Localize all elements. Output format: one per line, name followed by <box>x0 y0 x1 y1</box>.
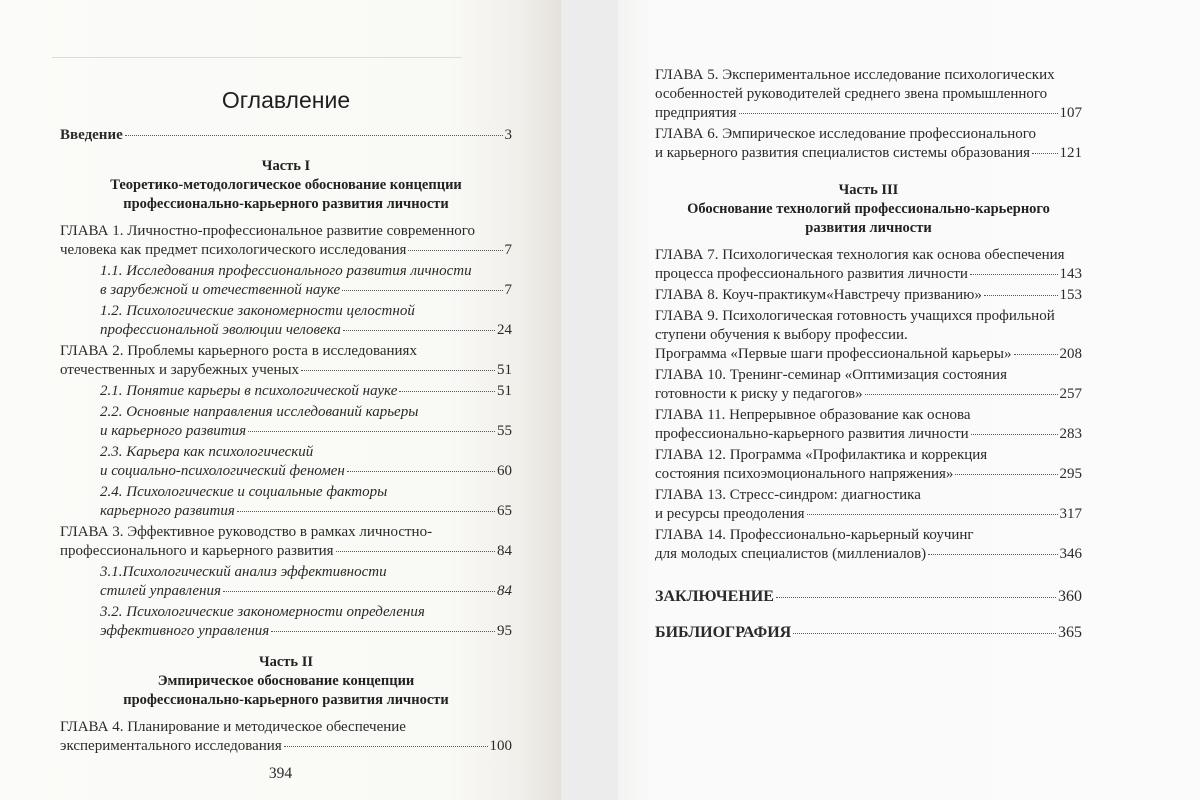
entry-line: предприятия <box>655 105 737 121</box>
page-number: 65 <box>497 503 512 519</box>
toc-entry-chapter-13[interactable] <box>655 486 1082 524</box>
toc-entry-section-2-3[interactable] <box>60 443 512 481</box>
leader-dots <box>399 391 495 392</box>
leader-dots <box>248 431 495 432</box>
entry-line: 2.4. Психологические и социальные факторы <box>100 484 388 500</box>
entry-line: готовности к риску у педагогов» <box>655 386 863 402</box>
toc-entry-chapter-1[interactable] <box>60 222 512 260</box>
toc-entry-chapter-8[interactable] <box>655 286 1082 305</box>
page-number: 7 <box>504 282 512 298</box>
page-number: 257 <box>1059 386 1082 402</box>
page-number: 153 <box>1059 287 1082 303</box>
toc-entry-section-3-1[interactable] <box>60 563 512 601</box>
toc-entry-chapter-5[interactable] <box>655 66 1082 123</box>
entry-line: Программа «Первые шаги профессиональной карьеры» <box>655 346 1012 362</box>
leader-dots <box>342 290 502 291</box>
part-title-line: Эмпирическое обоснование концепции <box>157 673 415 689</box>
toc-entry-chapter-11[interactable] <box>655 406 1082 444</box>
page-number: 295 <box>1059 466 1082 482</box>
leader-dots <box>1014 354 1058 355</box>
part-label: Часть I <box>261 158 311 174</box>
entry-line: 1.2. Психологические закономерности целостной <box>100 303 415 319</box>
toc-entry-chapter-14[interactable] <box>655 526 1082 564</box>
entry-line: в зарубежной и отечественной науке <box>100 282 341 298</box>
toc-entry-section-2-1[interactable] <box>60 382 512 401</box>
part-title-line: Теоретико-методологическое обоснование концепции <box>110 177 462 193</box>
toc-entry-chapter-2[interactable] <box>60 342 512 380</box>
toc-entry-section-2-4[interactable] <box>60 483 512 521</box>
entry-line: для молодых специалистов (миллениалов) <box>655 546 927 562</box>
part-2-heading <box>60 653 512 710</box>
table-of-contents-left <box>60 0 512 758</box>
entry-line: процесса профессионального развития личности <box>655 266 968 282</box>
entry-line: эффективного управления <box>100 623 270 639</box>
entry-line: профессионально-карьерного развития личности <box>655 426 969 442</box>
leader-dots <box>125 135 503 136</box>
part-title-line: развития личности <box>805 220 932 236</box>
page-number: 365 <box>1058 624 1082 641</box>
entry-line: ГЛАВА 2. Проблемы карьерного роста в исследованиях <box>60 343 417 359</box>
entry-line: и карьерного развития <box>100 423 247 439</box>
toc-entry-section-1-2[interactable] <box>60 302 512 340</box>
leader-dots <box>237 511 495 512</box>
leader-dots <box>776 597 1056 598</box>
part-label: Часть III <box>838 182 899 198</box>
entry-line: ГЛАВА 7. Психологическая технология как основа обеспечения <box>655 247 1065 263</box>
toc-entry-section-3-2[interactable] <box>60 603 512 641</box>
entry-line: ГЛАВА 11. Непрерывное образование как основа <box>655 407 971 423</box>
table-of-contents-right <box>655 0 1082 646</box>
entry-line: ГЛАВА 4. Планирование и методическое обеспечение <box>60 719 406 735</box>
leader-dots <box>739 113 1058 114</box>
leader-dots <box>301 370 495 371</box>
entry-line: и карьерного развития специалистов системы образования <box>655 145 1031 161</box>
entry-line: и социально-психологический феномен <box>100 463 345 479</box>
leader-dots <box>271 631 495 632</box>
page-number: 208 <box>1059 346 1082 362</box>
entry-line: ГЛАВА 9. Психологическая готовность учащихся профильной <box>655 308 1055 324</box>
part-title-line: Обоснование технологий профессионально-карьерного <box>687 201 1050 217</box>
entry-line: ГЛАВА 3. Эффективное руководство в рамках личностно- <box>60 524 433 540</box>
leader-dots <box>807 514 1058 515</box>
entry-line: состояния психоэмоционального напряжения» <box>655 466 954 482</box>
page-number: 317 <box>1059 506 1082 522</box>
page-number: 84 <box>497 543 512 559</box>
page-number: 7 <box>504 242 512 258</box>
entry-label: ЗАКЛЮЧЕНИЕ <box>655 588 774 605</box>
toc-entry-chapter-3[interactable] <box>60 523 512 561</box>
entry-line: ГЛАВА 6. Эмпирическое исследование профессионального <box>655 126 1037 142</box>
page-number: 3 <box>504 127 512 143</box>
page-number: 346 <box>1059 546 1082 562</box>
leader-dots <box>970 274 1058 275</box>
part-1-heading <box>60 157 512 214</box>
leader-dots <box>343 330 495 331</box>
entry-line: карьерного развития <box>100 503 235 519</box>
entry-line: 3.2. Психологические закономерности определения <box>100 604 425 620</box>
toc-entry-conclusion[interactable] <box>655 586 1082 608</box>
entry-line: профессиональной эволюции человека <box>100 322 341 338</box>
entry-line: отечественных и зарубежных ученых <box>60 362 300 378</box>
leader-dots <box>793 633 1056 634</box>
entry-line: стилей управления <box>100 583 221 599</box>
entry-label: БИБЛИОГРАФИЯ <box>655 624 792 641</box>
entry-line: 1.1. Исследования профессионального развития личности <box>100 263 472 279</box>
leader-dots <box>971 434 1058 435</box>
entry-line: 2.1. Понятие карьеры в психологической науке <box>100 383 398 399</box>
page-number: 143 <box>1059 266 1082 282</box>
entry-line: ГЛАВА 5. Экспериментальное исследование психологических <box>655 67 1055 83</box>
toc-entry-chapter-12[interactable] <box>655 446 1082 484</box>
toc-entry-intro[interactable] <box>60 126 512 145</box>
page-number: 360 <box>1058 588 1082 605</box>
part-title-line: профессионально-карьерного развития личности <box>123 692 449 708</box>
leader-dots <box>984 295 1058 296</box>
page-number: 95 <box>497 623 512 639</box>
part-title-line: профессионально-карьерного развития личности <box>123 196 449 212</box>
toc-entry-section-1-1[interactable] <box>60 262 512 300</box>
page-number: 283 <box>1059 426 1082 442</box>
leader-dots <box>1032 153 1057 154</box>
leader-dots <box>955 474 1057 475</box>
entry-line: 2.2. Основные направления исследований карьеры <box>100 404 419 420</box>
part-3-heading <box>655 181 1082 238</box>
toc-entry-chapter-10[interactable] <box>655 366 1082 404</box>
entry-line: ГЛАВА 10. Тренинг-семинар «Оптимизация состояния <box>655 367 1007 383</box>
entry-line: ступени обучения к выбору профессии. <box>655 327 908 343</box>
entry-line: человека как предмет психологического исследования <box>60 242 407 258</box>
page-number: 100 <box>489 738 512 754</box>
entry-line: экспериментального исследования <box>60 738 282 754</box>
toc-entry-chapter-6[interactable] <box>655 125 1082 163</box>
entry-line: ГЛАВА 1. Личностно-профессиональное развитие современного <box>60 223 476 239</box>
page-number: 60 <box>497 463 512 479</box>
page-number: 121 <box>1059 145 1082 161</box>
left-page <box>0 0 561 800</box>
leader-dots <box>865 394 1058 395</box>
entry-line: ГЛАВА 8. Коуч-практикум«Навстречу призванию» <box>655 287 982 303</box>
leader-dots <box>347 471 495 472</box>
entry-line: и ресурсы преодоления <box>655 506 805 522</box>
entry-line: 2.3. Карьера как психологический <box>100 444 314 460</box>
entry-line: 3.1.Психологический анализ эффективности <box>100 564 387 580</box>
toc-entry-section-2-2[interactable] <box>60 403 512 441</box>
part-label: Часть II <box>258 654 314 670</box>
page-number: 55 <box>497 423 512 439</box>
toc-entry-chapter-7[interactable] <box>655 246 1082 284</box>
page-folio: 394 <box>268 765 293 782</box>
page-number: 107 <box>1059 105 1082 121</box>
leader-dots <box>408 250 502 251</box>
leader-dots <box>928 554 1057 555</box>
entry-line: особенностей руководителей среднего звена промышленного <box>655 86 1048 102</box>
leader-dots <box>284 746 488 747</box>
leader-dots <box>336 551 495 552</box>
entry-line: ГЛАВА 12. Программа «Профилактика и коррекция <box>655 447 988 463</box>
entry-line: ГЛАВА 14. Профессионально-карьерный коучинг <box>655 527 974 543</box>
toc-entry-chapter-9[interactable] <box>655 307 1082 364</box>
toc-entry-bibliography[interactable] <box>655 622 1082 644</box>
page-number: 51 <box>497 383 512 399</box>
entry-line: ГЛАВА 13. Стресс-синдром: диагностика <box>655 487 921 503</box>
page-number: 84 <box>497 583 512 599</box>
toc-entry-chapter-4[interactable] <box>60 718 512 756</box>
toc-title: Оглавление <box>221 87 351 113</box>
entry-label: Введение <box>60 127 123 143</box>
right-page <box>618 0 1200 800</box>
entry-line: профессионального и карьерного развития <box>60 543 334 559</box>
page-number: 51 <box>497 362 512 378</box>
leader-dots <box>223 591 495 592</box>
page-number: 24 <box>497 322 512 338</box>
